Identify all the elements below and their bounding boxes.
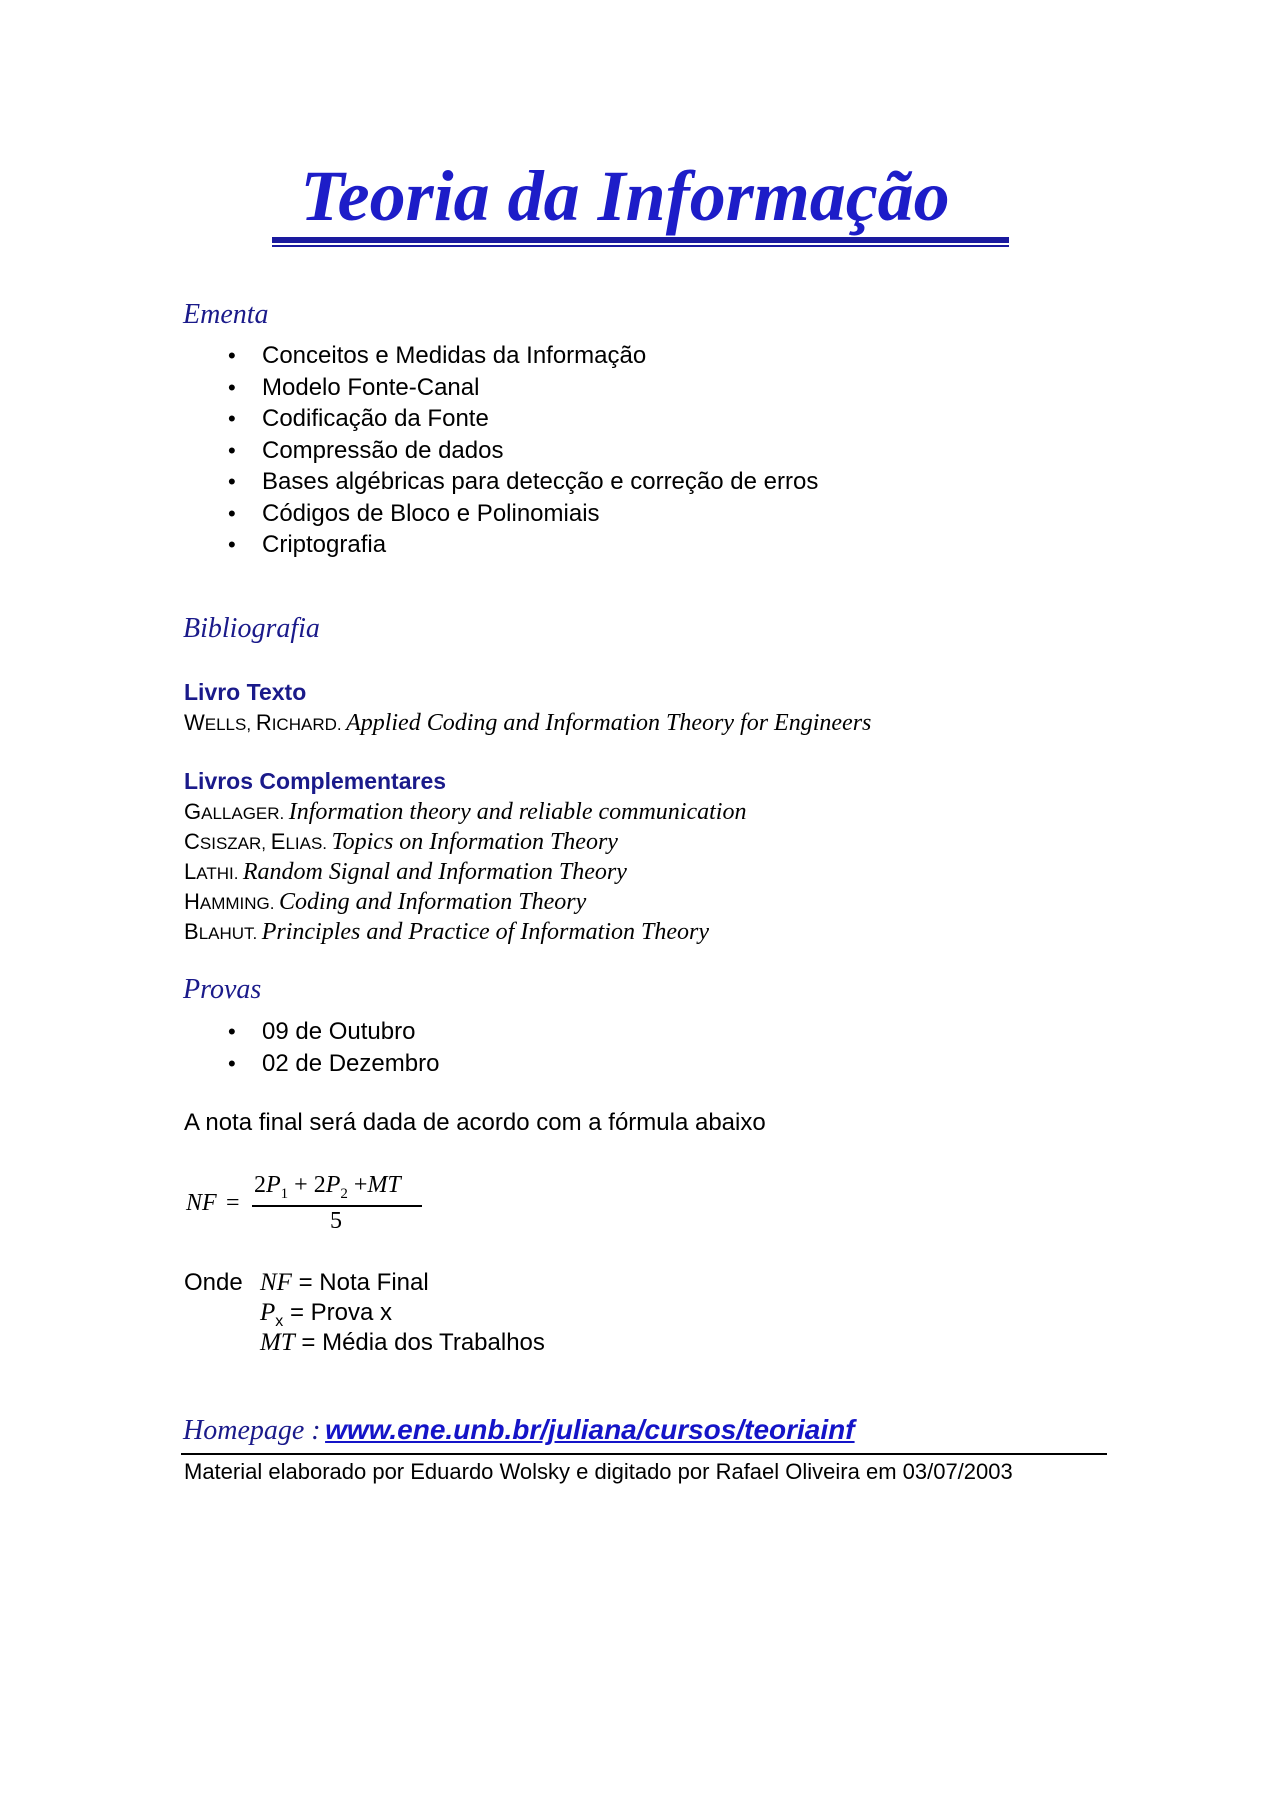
- ementa-item: [0, 403, 818, 435]
- author-smallcaps: LAHUT.: [198, 924, 258, 943]
- bullet-icon: •: [228, 437, 236, 463]
- bibliography-title: Applied Coding and Information Theory for Engineers: [346, 710, 872, 736]
- author-smallcaps: AMMING.: [199, 894, 275, 913]
- formula-equals: =: [226, 1190, 240, 1216]
- ementa-item: [0, 466, 818, 498]
- formula-coef: +: [353, 1172, 368, 1198]
- ementa-item: [0, 372, 818, 404]
- author-smallcaps: ICHARD.: [271, 715, 342, 734]
- bibliography-entry: [184, 857, 746, 887]
- author-smallcaps: ATHI.: [196, 864, 239, 883]
- bibliografia-heading: Bibliografia: [183, 613, 320, 644]
- bibliography-title: Information theory and reliable communication: [288, 799, 747, 825]
- formula-coef: + 2: [294, 1172, 326, 1198]
- bullet-icon: •: [228, 343, 236, 368]
- bibliography-title: Topics on Information Theory: [331, 829, 618, 855]
- bibliography-author: LATHI.: [184, 859, 239, 884]
- definition-text: [260, 1268, 429, 1298]
- formula-fraction-bar: [252, 1205, 422, 1207]
- formula-coef: 2: [254, 1172, 266, 1198]
- author-smallcaps: SISZAR,: [199, 834, 271, 853]
- definition-symbol: P: [260, 1299, 276, 1326]
- title-rule-thick: [272, 237, 1009, 243]
- bibliography-author: WELLS, RICHARD.: [184, 710, 342, 735]
- bullet-icon: •: [228, 500, 236, 526]
- homepage-label: Homepage :: [183, 1415, 321, 1446]
- formula-numerator: [254, 1172, 401, 1203]
- bibliography-entry: [184, 887, 746, 917]
- ementa-item-text: Conceitos e Medidas da Informação: [262, 342, 647, 369]
- page-title: Teoria da Informação: [300, 156, 950, 236]
- ementa-item-text: Bases algébricas para detecção e correção de erros: [262, 468, 819, 495]
- provas-heading: Provas: [183, 974, 262, 1005]
- formula-denominator: 5: [330, 1208, 342, 1234]
- livros-complementares-list: [184, 797, 746, 947]
- definition-symbol: MT: [260, 1329, 295, 1356]
- provas-item: [0, 1016, 439, 1048]
- livros-complementares-label: Livros Complementares: [184, 768, 447, 794]
- title-block: [272, 150, 1008, 242]
- bullet-icon: •: [228, 406, 236, 431]
- definition-meaning: = Média dos Trabalhos: [294, 1329, 545, 1356]
- title-underline: [272, 237, 1009, 247]
- definition-symbol: NF: [260, 1269, 292, 1296]
- homepage-link[interactable]: www.ene.unb.br/juliana/cursos/teoriainf: [325, 1414, 855, 1445]
- title-rule-thin: [272, 245, 1009, 247]
- author-smallcaps: ALLAGER.: [201, 804, 285, 823]
- bibliography-entry: [184, 917, 746, 947]
- bullet-icon: •: [228, 469, 236, 494]
- ementa-item-text: Criptografia: [262, 531, 387, 558]
- provas-item-text: 02 de Dezembro: [262, 1049, 440, 1077]
- homepage-line: [183, 1412, 855, 1453]
- ementa-item-text: Modelo Fonte-Canal: [262, 373, 480, 401]
- definition-meaning: = Nota Final: [291, 1269, 429, 1296]
- ementa-item-text: Codificação da Fonte: [262, 405, 489, 432]
- bibliography-title: Principles and Practice of Information Theory: [261, 919, 709, 945]
- provas-item: [0, 1048, 439, 1080]
- formula-sub: 1: [280, 1185, 289, 1202]
- ementa-list: [0, 340, 818, 561]
- ementa-item-text: Códigos de Bloco e Polinomiais: [262, 499, 600, 527]
- provas-list: [0, 1016, 439, 1079]
- ementa-item: [0, 498, 818, 530]
- livro-texto-list: [184, 708, 871, 738]
- formula-sub: 2: [340, 1185, 348, 1202]
- bibliography-author: GALLAGER.: [184, 799, 285, 824]
- author-smallcaps: LIAS.: [285, 834, 328, 853]
- bibliography-entry: [184, 708, 871, 738]
- bullet-icon: •: [228, 374, 236, 400]
- formula: [186, 1172, 426, 1242]
- bullet-icon: •: [228, 1050, 236, 1076]
- footer-rule: [181, 1453, 1107, 1455]
- formula-var: MT: [367, 1172, 401, 1198]
- formula-var: P: [266, 1172, 281, 1198]
- bibliography-author: HAMMING.: [184, 889, 275, 914]
- ementa-item-text: Compressão de dados: [262, 436, 504, 464]
- footer-note: Material elaborado por Eduardo Wolsky e digitado por Rafael Oliveira em 03/07/2003: [184, 1459, 1013, 1484]
- bibliography-title: Coding and Information Theory: [278, 889, 587, 915]
- nota-final-text: A nota final será dada de acordo com a fórmula abaixo: [184, 1109, 766, 1136]
- ementa-item: [0, 340, 818, 372]
- bibliography-entry: [184, 827, 746, 857]
- ementa-heading: Ementa: [183, 299, 269, 330]
- author-smallcaps: ELLS,: [204, 715, 256, 734]
- formula-lhs: NF: [186, 1190, 217, 1216]
- definition-text: [260, 1328, 545, 1358]
- ementa-item: [0, 435, 818, 467]
- ementa-item: [0, 529, 818, 561]
- bibliography-entry: [184, 797, 746, 827]
- bibliography-author: CSISZAR, ELIAS.: [184, 829, 328, 854]
- definition-meaning: = Prova x: [283, 1299, 392, 1326]
- bibliography-author: BLAHUT.: [184, 919, 258, 944]
- formula-var: P: [325, 1172, 341, 1198]
- provas-item-text: 09 de Outubro: [262, 1018, 416, 1045]
- onde-label: Onde: [184, 1269, 243, 1296]
- bullet-icon: •: [228, 532, 236, 557]
- livro-texto-label: Livro Texto: [184, 679, 307, 705]
- definition-sub: x: [275, 1312, 284, 1330]
- bibliography-title: Random Signal and Information Theory: [242, 859, 627, 885]
- bullet-icon: •: [228, 1019, 236, 1044]
